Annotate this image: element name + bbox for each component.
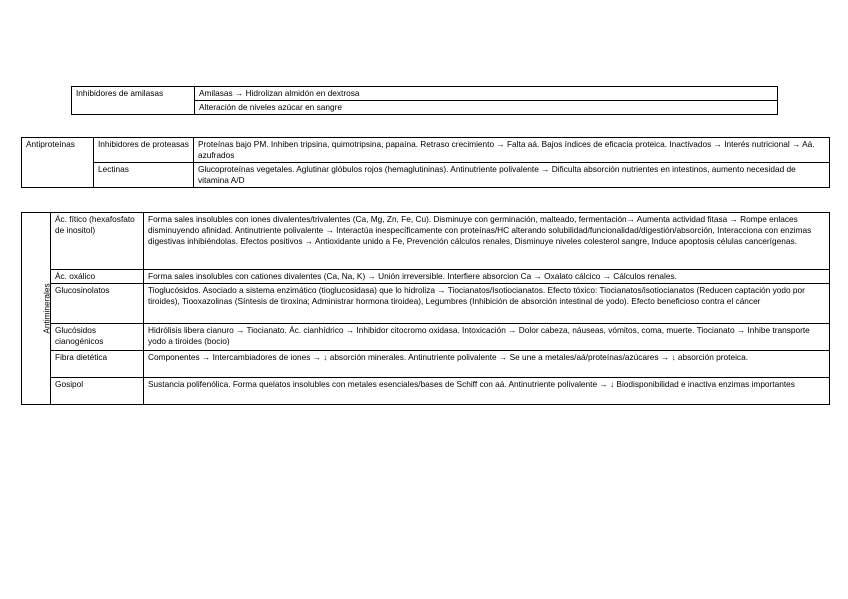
table-row — [22, 213, 830, 270]
row-name: Ác. oxálico — [51, 270, 144, 284]
row-label: Inhibidores de amilasas — [72, 87, 195, 115]
row-name: Lectinas — [94, 163, 194, 188]
table-cell: Alteración de niveles azúcar en sangre — [195, 101, 778, 115]
row-description: Forma sales insolubles con iones divalentes/trivalentes (Ca, Mg, Zn, Fe, Cu). Disminuye con germinación, malteado, fermentación→ Aumenta actividad fitasa → Rompe enlaces disminuyendo afinidad. Antinutriente polivalente → Interactúa inespecíficamente con proteínas/HC alterando solubilidad/funcionalidad/digestión/absorción, Interacciona con enzimas digestivas inhibiéndolas. Efectos positivos → Antioxidante unido a Fe, Prevención cálculos renales, Disminuye niveles colesterol sangre, Induce apoptosis células cancerígenas. — [144, 213, 830, 270]
row-name: Glucósidos cianogénicos — [51, 324, 144, 351]
table-row — [22, 284, 830, 324]
row-description: Sustancia polifenólica. Forma quelatos insolubles con metales esenciales/bases de Schiff con aá. Antinutriente polivalente → ↓ Biodisponibilidad e inactiva enzimas importantes — [144, 378, 830, 405]
row-name: Gosipol — [51, 378, 144, 405]
group-label-cell — [22, 213, 51, 405]
table-row — [22, 378, 830, 405]
row-description: Componentes → Intercambiadores de iones → ↓ absorción minerales. Antinutriente polivalente → Se une a metales/aá/proteínas/azúcares → ↓ absorción proteica. — [144, 351, 830, 378]
row-name: Glucosinolatos — [51, 284, 144, 324]
row-description: Forma sales insolubles con cationes divalentes (Ca, Na, K) → Unión irreversible. Interfiere absorcion Ca → Oxalato cálcico → Cálculos renales. — [144, 270, 830, 284]
table-row — [22, 138, 830, 163]
row-description: Hidrólisis libera cianuro → Tiocianato. Ác. cianhídrico → Inhibidor citocromo oxidasa. Intoxicación → Dolor cabeza, náuseas, vómitos, coma, muerte. Tiocianato → Inhibe transporte yodo a tiroides (bocio) — [144, 324, 830, 351]
row-name: Ác. fítico (hexafosfato de inositol) — [51, 213, 144, 270]
table-row — [72, 87, 778, 101]
antiproteinas-table — [21, 137, 830, 188]
row-description: Tioglucósidos. Asociado a sistema enzimático (tioglucosidasa) que lo hidroliza → Tiocianatos/Isotiocianatos. Efecto tóxico: Tiocianatos/isotiocianatos (Reducen captación yodo por tiroides), Tiooxazolinas (Síntesis de tiroxina; Administrar hormona tiroidea), Legumbres (Inhibición de absorción intestinal de yodo). Efecto beneficioso contra el cáncer — [144, 284, 830, 324]
row-description: Glucoproteínas vegetales. Aglutinar glóbulos rojos (hemaglutininas). Antinutriente polivalente → Dificulta absorción nutrientes en intestinos, aumento necesidad de vitamina A/D — [194, 163, 830, 188]
row-description: Proteínas bajo PM. Inhiben tripsina, quimotripsina, papaína. Retraso crecimiento → Falta aá. Bajos índices de eficacia proteica. Inactivados → Interés nutricional → Aá. azufrados — [194, 138, 830, 163]
table-row — [22, 351, 830, 378]
table-row — [22, 324, 830, 351]
amilasas-table — [71, 86, 778, 115]
table-row — [22, 163, 830, 188]
group-label: Antiproteínas — [22, 138, 94, 188]
row-name: Inhibidores de proteasas — [94, 138, 194, 163]
group-label: Antiminerales — [41, 283, 52, 334]
table-cell: Amilasas → Hidrolizan almidón en dextrosa — [195, 87, 778, 101]
table-row — [22, 270, 830, 284]
row-name: Fibra dietética — [51, 351, 144, 378]
antiminerales-table — [21, 212, 830, 405]
